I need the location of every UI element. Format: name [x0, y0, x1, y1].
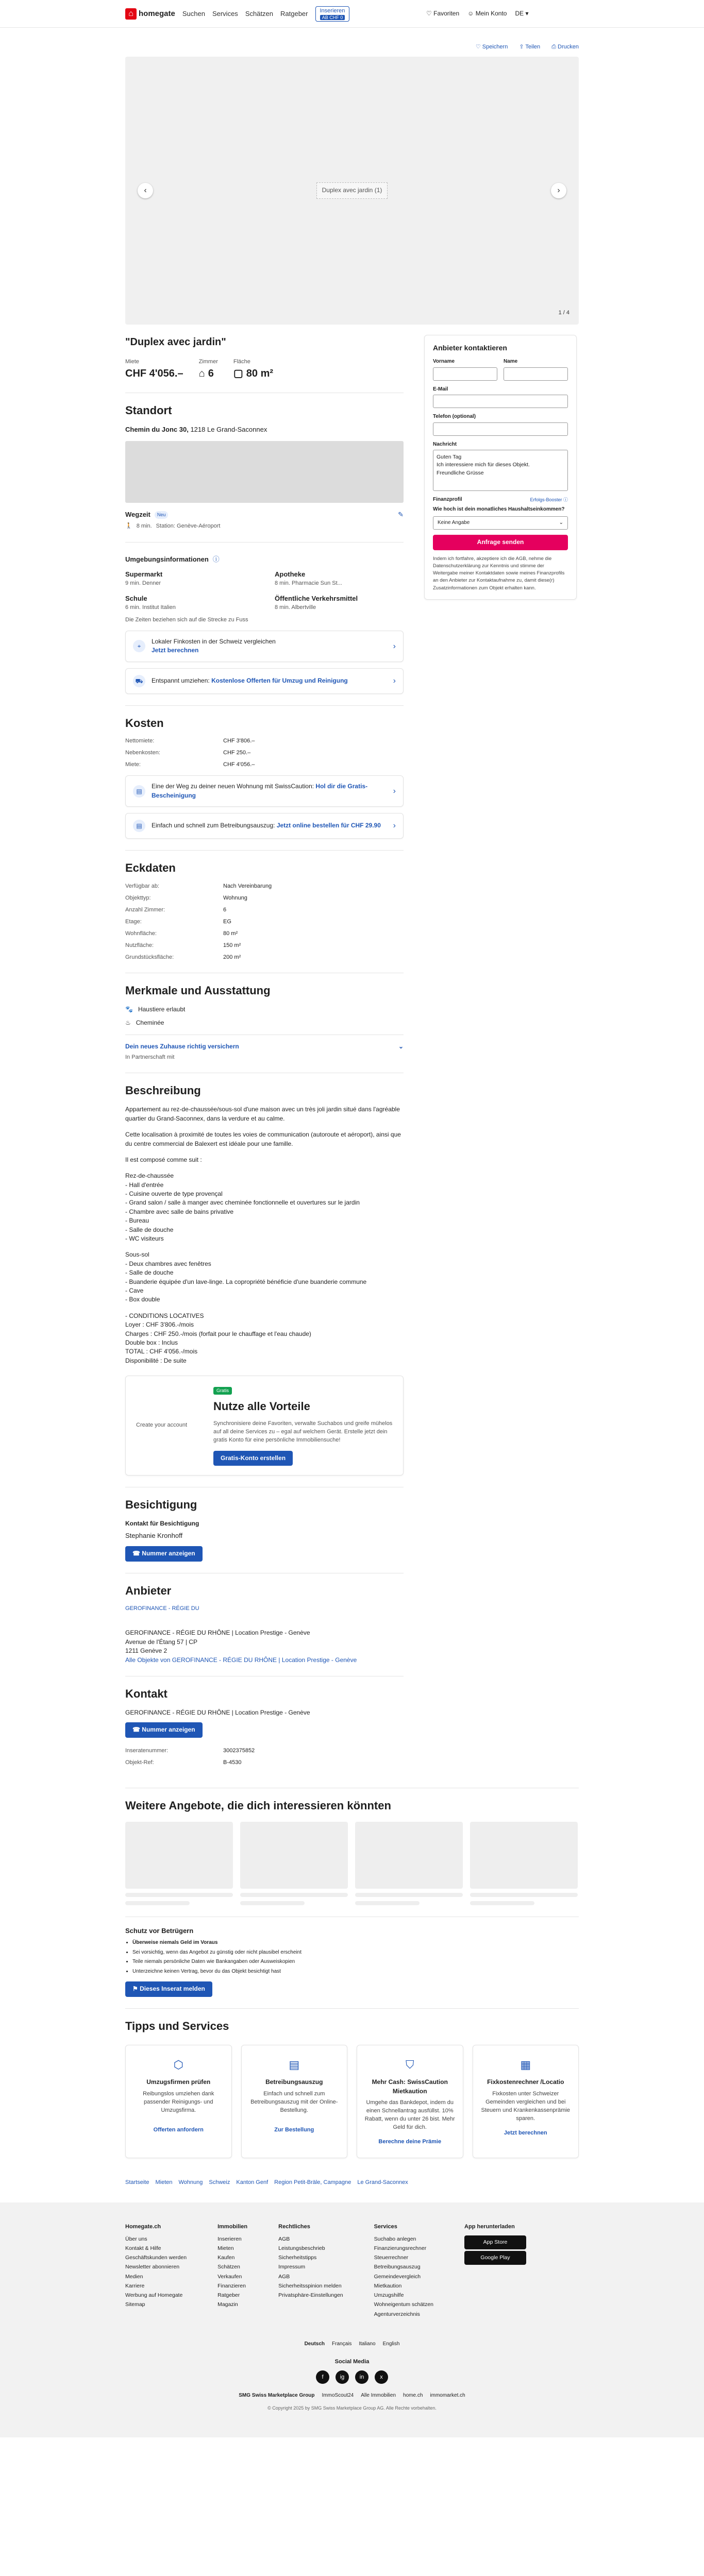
provider-section: [125, 1573, 404, 1665]
listing-title: "Duplex avec jardin": [125, 336, 226, 348]
app-store-badge[interactable]: App Store: [464, 2235, 526, 2249]
description-paragraph: Appartement au rez-de-chaussée/sous-sol d'une maison avec un très joli jardin situé dans l'agréable quartier du Grand-Saconnex, dans la verdure et au calme.: [125, 1106, 400, 1122]
footer-col-services: Services Suchabo anlegen Finanzierungsrechner Steuerrechner Betreibungsauszug Gemeindevergleich Mietkaution Umzugshilfe Wohneigentum schätzen Agenturverzeichnis: [374, 2223, 434, 2317]
station-name: Station: Genève-Aéroport: [156, 523, 221, 530]
address-street: Chemin du Jonc 30,: [125, 425, 189, 433]
tip-card-costs[interactable]: ▦ Fixkostenrechner /Locatio Fixkosten unter Schweizer Gemeinden vergleichen und bei Steuern und Krankenkassenprämie sparen. Jetzt berechnen: [473, 2045, 579, 2158]
debt-extract-card[interactable]: ▤ Einfach und schnell zum Betreibungsauszug: Jetzt online bestellen für CHF 29.90 ›: [125, 813, 404, 839]
further-heading: Weitere Angebote, die dich interessieren könnten: [125, 1799, 391, 1812]
address-city: 1218 Le Grand-Saconnex: [190, 425, 267, 433]
key-stats: [125, 358, 404, 381]
description-paragraph: Il est composé comme suit :: [125, 1156, 202, 1163]
legal-text: Indem ich fortfahre, akzeptiere ich die AGB, nehme die Datenschutzerklärung zur Kenntnis und stimme der Weitergabe meiner Kontaktdaten sowie meines Finanzprofils an den Anbieter zur Kontaktaufnahme zu, damit diese(r) Zusatzinformationen zum Objekt erhalten kann.: [433, 555, 565, 591]
key-data-heading: Eckdaten: [125, 861, 176, 874]
chevron-right-icon[interactable]: ›: [551, 183, 566, 198]
rent-value: CHF 4'056.–: [125, 367, 183, 379]
tip-card-moving[interactable]: ⬡ Umzugsfirmen prüfen Reibungslos umziehen dank passender Reinigungs- und Umzugsfirma. Offerten anfordern: [125, 2045, 232, 2158]
costs-heading: Kosten: [125, 716, 164, 730]
phone-input[interactable]: [433, 422, 568, 436]
footer-col-immobilien: Immobilien Inserieren Mieten Kaufen Schätzen Verkaufen Finanzieren Ratgeber Magazin: [217, 2223, 248, 2308]
key-data-section: Eckdaten Verfügbar ab: Nach Vereinbarung Objekttyp: Wohnung Anzahl Zimmer: 6 Etage: EG Wohnfläche: 80 m² Nutzfläche: 150 m² Grundstücksfläche: 200 m²: [125, 850, 404, 961]
send-request-button[interactable]: Anfrage senden: [433, 535, 568, 550]
breadcrumb: Startseite Mieten Wohnung Schweiz Kanton Genf Region Petit-Bräle, Campagne Le Grand-Saconnex: [125, 2179, 408, 2185]
income-question: Wie hoch ist dein monatliches Haushaltseinkommen?: [433, 506, 565, 512]
feature-fireplace: Cheminée: [136, 1019, 164, 1026]
footer-app: App herunterladen App Store Google Play: [464, 2223, 526, 2320]
fraud-section: Schutz vor Betrügern • Überweise niemals Geld im Voraus • Sei vorsichtig, wenn das Angebot zu günstig oder nicht plausibel erscheint • Teile niemals persönliche Daten wie Bankangaben oder Ausweiskopien • Unterzeichne keinen Vertrag, bevor du das Objekt besichtigt hast ⚑ Dieses Inserat melden: [125, 1917, 579, 1996]
costs-section: [125, 705, 404, 839]
viewing-section: [125, 1487, 404, 1562]
gallery-counter: 1 / 4: [558, 310, 569, 316]
net-rent-value: CHF 3'806.–: [223, 738, 255, 744]
main-nav: [182, 9, 308, 19]
tip-card-deposit[interactable]: ⛉ Mehr Cash: SwissCaution Mietkaution Umgehe das Bankdepot, indem du einen Schnellantrag ausfüllst. 10% Rabatt, wenn du unter 26 bist. Mehr Geld für dich. Berechne deine Prämie: [357, 2045, 463, 2158]
description-heading: Beschreibung: [125, 1084, 201, 1097]
promo-text: Synchronisiere deine Favoriten, verwalte Suchabos und greife mühelos auf all deine Services zu – egal auf welchem Gerät. Erstelle jetzt dein gratis Konto für eine persönliche Immobiliensuche!: [213, 1420, 393, 1443]
poi-supermarket: Supermarkt 9 min. Denner: [125, 570, 163, 587]
social-icons: [125, 2370, 579, 2384]
rooms-label: Zimmer: [198, 358, 218, 365]
extra-costs-label: Nebenkosten:: [125, 750, 160, 756]
provider-all-link[interactable]: Alle Objekte von GEROFINANCE - RÉGIE DU RHÔNE | Location Prestige - Genève: [125, 1656, 357, 1664]
rooms-value: 6: [208, 367, 214, 379]
walk-icon: 🚶: [125, 523, 132, 530]
new-badge: Neu: [155, 511, 169, 519]
viewing-contact-name: Stephanie Kronhoff: [125, 1532, 183, 1540]
offer-card[interactable]: [470, 1822, 578, 1905]
tips-section: [125, 2008, 579, 2158]
poi-transport: Öffentliche Verkehrsmittel 8 min. Albertville: [275, 595, 358, 611]
travel-time-label: Wegzeit: [125, 510, 150, 518]
fireplace-icon: ♨: [125, 1019, 131, 1026]
email-input[interactable]: [433, 395, 568, 408]
offer-card[interactable]: [355, 1822, 463, 1905]
offer-card[interactable]: [125, 1822, 233, 1905]
total-rent-value: CHF 4'056.–: [223, 761, 255, 768]
door-icon: ⌂: [198, 367, 205, 379]
location-map[interactable]: [125, 441, 404, 503]
tips-heading: Tipps und Services: [125, 2019, 229, 2032]
contact-section: Kontakt GEROFINANCE - RÉGIE DU RHÔNE | Location Prestige - Genève ☎ Nummer anzeigen Inseratenummer: 3002375852 Objekt-Ref: B-4530: [125, 1676, 404, 1767]
location-icon: ⌖: [133, 640, 145, 652]
message-textarea[interactable]: Guten Tag Ich interessiere mich für dieses Objekt. Freundliche Grüsse: [433, 450, 568, 491]
features-heading: Merkmale und Ausstattung: [125, 984, 271, 997]
account-link[interactable]: ☺ Mein Konto: [467, 10, 507, 18]
nav-suchen[interactable]: Suchen: [182, 9, 205, 18]
contact-form: Anbieter kontaktieren Vorname Name E-Mail Telefon (optional) Nachricht Guten Tag Ich interessiere mich für dieses Objekt. Freundliche Grüsse Finanzprofil Erfolgs-Booster ⓘ Wie hoch ist dein monatliches Haushaltseinkommen? Keine Angabe ⌄ Anfrage senden Indem ich fortfahre, akzeptiere ich die AGB, nehme die Datenschutzerklärung zur Kenntnis und stimme der Weitergabe meiner Kontaktdaten sowie meines Finanzprofils an den Anbieter zur Kontaktaufnahme zu, damit diese(r) Zusatzinformationen zum Objekt erhalten kann.: [424, 335, 577, 600]
location-heading: Standort: [125, 403, 172, 417]
image-gallery[interactable]: [125, 57, 579, 325]
insurance-expand[interactable]: Dein neues Zuhause richtig versichern ⌄: [125, 1035, 404, 1051]
gallery-image: Duplex avec jardin (1): [316, 182, 388, 198]
share-button[interactable]: ⇪ Teilen: [519, 44, 541, 50]
copyright: © Copyright 2025 by SMG Swiss Marketplace Group AG. Alle Rechte vorbehalten.: [267, 2405, 437, 2411]
info-icon[interactable]: ⓘ: [212, 555, 220, 564]
show-number-button[interactable]: ☎ Nummer anzeigen: [125, 1546, 203, 1561]
document-icon: ▤: [133, 785, 145, 798]
lastname-input[interactable]: [504, 367, 568, 381]
chevron-left-icon[interactable]: ‹: [138, 183, 153, 198]
partner-note: In Partnerschaft mit: [125, 1054, 175, 1060]
favorites-link[interactable]: ♡ Favoriten: [426, 10, 460, 18]
walk-time: 8 min.: [136, 523, 152, 530]
surroundings-note: Die Zeiten beziehen sich auf die Strecke zu Fuss: [125, 616, 248, 623]
chevron-down-icon: ⌄: [398, 1043, 404, 1050]
chevron-right-icon: ›: [393, 676, 396, 685]
firstname-input[interactable]: [433, 367, 497, 381]
provider-logo: GEROFINANCE - RÉGIE DU: [125, 1605, 199, 1612]
fraud-heading: Schutz vor Betrügern: [125, 1927, 194, 1935]
document-icon: ▤: [289, 2058, 300, 2071]
create-account-button[interactable]: Gratis-Konto erstellen: [213, 1451, 293, 1466]
box-icon: ⬡: [173, 2058, 183, 2071]
google-play-badge[interactable]: Google Play: [464, 2251, 526, 2265]
logo-mark-icon: ⌂: [125, 8, 137, 20]
total-rent-label: Miete:: [125, 761, 141, 768]
provider-heading: Anbieter: [125, 1584, 172, 1597]
language-switch[interactable]: DE ▾: [515, 10, 529, 18]
surroundings-heading: Umgebungsinformationen: [125, 555, 209, 564]
truck-icon: ⛟: [133, 675, 145, 687]
description-paragraph: Sous-sol - Deux chambres avec fenêtres - Salle de douche - Buanderie équipée d'un lave-linge. La copropriété bénéficie d'une buanderie commune - Cave - Box double: [125, 1251, 367, 1303]
promo-image: Create your account: [136, 1422, 188, 1429]
contact-name: GEROFINANCE - RÉGIE DU RHÔNE | Location Prestige - Genève: [125, 1708, 310, 1716]
area-value: 80 m²: [246, 367, 274, 379]
form-heading: Anbieter kontaktieren: [433, 343, 507, 352]
poi-school: Schule 6 min. Institut Italien: [125, 595, 176, 611]
poi-pharmacy: Apotheke 8 min. Pharmacie Sun St...: [275, 570, 342, 587]
extra-costs-value: CHF 250.–: [223, 750, 251, 756]
nav-schaetzen[interactable]: Schätzen: [245, 9, 274, 18]
description-paragraph: Rez-de-chaussée - Hall d'entrée - Cuisine ouverte de type provençal - Grand salon / salle à manger avec cheminée fonctionnelle et ouvertures sur le jardin - Chambre avec salle de bains privative - Bureau - Salle de douche - WC visiteurs: [125, 1172, 360, 1243]
moving-offer-card[interactable]: ⛟ Entspannt umziehen: Kostenlose Offerten für Umzug und Reinigung ›: [125, 668, 404, 694]
chevron-right-icon: ›: [393, 787, 396, 796]
cost-compare-card[interactable]: ⌖ Lokaler Finkosten in der Schweiz vergleichen Jetzt berechnen ›: [125, 631, 404, 662]
save-button[interactable]: ♡ Speichern: [475, 44, 508, 50]
insert-button[interactable]: Inserieren AB CHF 0: [315, 6, 350, 22]
location-section: [125, 393, 404, 531]
print-button[interactable]: ⎙ Drucken: [551, 44, 579, 50]
x-icon[interactable]: x: [375, 2370, 388, 2384]
linkedin-icon[interactable]: in: [355, 2370, 368, 2384]
promo-heading: Nutze alle Vorteile: [213, 1399, 310, 1413]
footer-partner-links: SMG Swiss Marketplace Group ImmoScout24 Alle Immobilien home.ch immomarket.ch: [239, 2393, 465, 2399]
contact-heading: Kontakt: [125, 1687, 167, 1700]
income-select[interactable]: Keine Angabe ⌄: [433, 516, 568, 530]
share-icon: ⇪: [519, 44, 524, 50]
booster-badge: Erfolgs-Booster ⓘ: [530, 497, 568, 502]
description-paragraph: - CONDITIONS LOCATIVES Loyer : CHF 3'806.-/mois Charges : CHF 250.-/mois (forfait pour le chauffage et l'eau chaude) Double box : Inclus TOTAL : CHF 4'056.-/mois Disponibilité : De suite: [125, 1312, 311, 1364]
tip-card-extract[interactable]: ▤ Betreibungsauszug Einfach und schnell zum Betreibungsauszug mit der Online-Bestellung. Zur Bestellung: [241, 2045, 348, 2158]
swisscaution-card[interactable]: ▤ Eine der Weg zu deiner neuen Wohnung mit SwissCaution: Hol dir die Gratis-Bescheinigung ›: [125, 775, 404, 807]
homegate-logo[interactable]: ⌂ homegate: [125, 8, 175, 20]
feature-pets: Haustiere erlaubt: [138, 1006, 186, 1013]
instagram-icon[interactable]: ig: [336, 2370, 349, 2384]
map-icon: ▦: [520, 2058, 531, 2071]
user-icon: ☺: [467, 10, 474, 18]
free-badge: Gratis: [213, 1387, 232, 1395]
features-section: [125, 973, 404, 1061]
nav-ratgeber[interactable]: Ratgeber: [280, 9, 308, 18]
social-heading: Social Media: [334, 2359, 370, 2365]
net-rent-label: Nettomiete:: [125, 738, 155, 744]
document-icon: ▤: [133, 820, 145, 832]
contact-sidebar: [424, 335, 577, 1767]
header-right: [426, 9, 579, 18]
heart-icon: ♡: [426, 10, 432, 18]
site-footer: [0, 2202, 704, 2437]
site-header: [0, 0, 704, 28]
area-icon: ▢: [233, 367, 243, 379]
heart-icon: ♡: [475, 44, 481, 50]
contact-show-number-button[interactable]: ☎ Nummer anzeigen: [125, 1722, 203, 1737]
main-content: [125, 335, 404, 1767]
edit-icon[interactable]: ✎: [398, 510, 404, 518]
footer-col-homegate: Homegate.ch Über uns Kontakt & Hilfe Geschäftskunden werden Newsletter abonnieren Medien Karriere Werbung auf Homegate Sitemap: [125, 2223, 187, 2308]
offer-card[interactable]: [240, 1822, 348, 1905]
paw-icon: 🐾: [125, 1006, 133, 1013]
listing-actions: [125, 28, 579, 57]
viewing-contact-label: Kontakt für Besichtigung: [125, 1519, 199, 1527]
chevron-right-icon: ›: [393, 641, 396, 651]
nav-services[interactable]: Services: [212, 9, 238, 18]
account-promo: [125, 1376, 404, 1476]
chevron-right-icon: ›: [393, 821, 396, 831]
finance-label: Finanzprofil: [433, 497, 462, 503]
report-listing-button[interactable]: ⚑ Dieses Inserat melden: [125, 1981, 212, 1996]
shield-icon: ⛉: [405, 2058, 414, 2071]
viewing-heading: Besichtigung: [125, 1498, 197, 1512]
footer-languages: Deutsch Français Italiano English: [304, 2341, 400, 2347]
description-paragraph: Cette localisation à proximité de toutes les voies de communication (autoroute et aéroport), ainsi que du centre commercial de Balexert est idéale pour une famille.: [125, 1131, 401, 1147]
area-label: Fläche: [233, 358, 250, 365]
print-icon: ⎙: [551, 44, 556, 50]
surroundings-section: [125, 542, 404, 693]
chevron-down-icon: ⌄: [559, 519, 563, 526]
footer-col-legal: Rechtliches AGB Leistungsbeschrieb Sicherheitstipps Impressum AGB Sicherheitsspinion melden Privatsphäre-Einstellungen: [278, 2223, 343, 2299]
facebook-icon[interactable]: f: [316, 2370, 329, 2384]
further-offers-section: [125, 1788, 579, 1906]
rent-label: Miete: [125, 358, 139, 365]
provider-address: GEROFINANCE - RÉGIE DU RHÔNE | Location Prestige - Genève Avenue de l'Étang 57 | CP 1211 Genève 2 Alle Objekte von GEROFINANCE - RÉGIE DU RHÔNE | Location Prestige - Genève: [125, 1629, 357, 1664]
description-section: [125, 1073, 404, 1365]
